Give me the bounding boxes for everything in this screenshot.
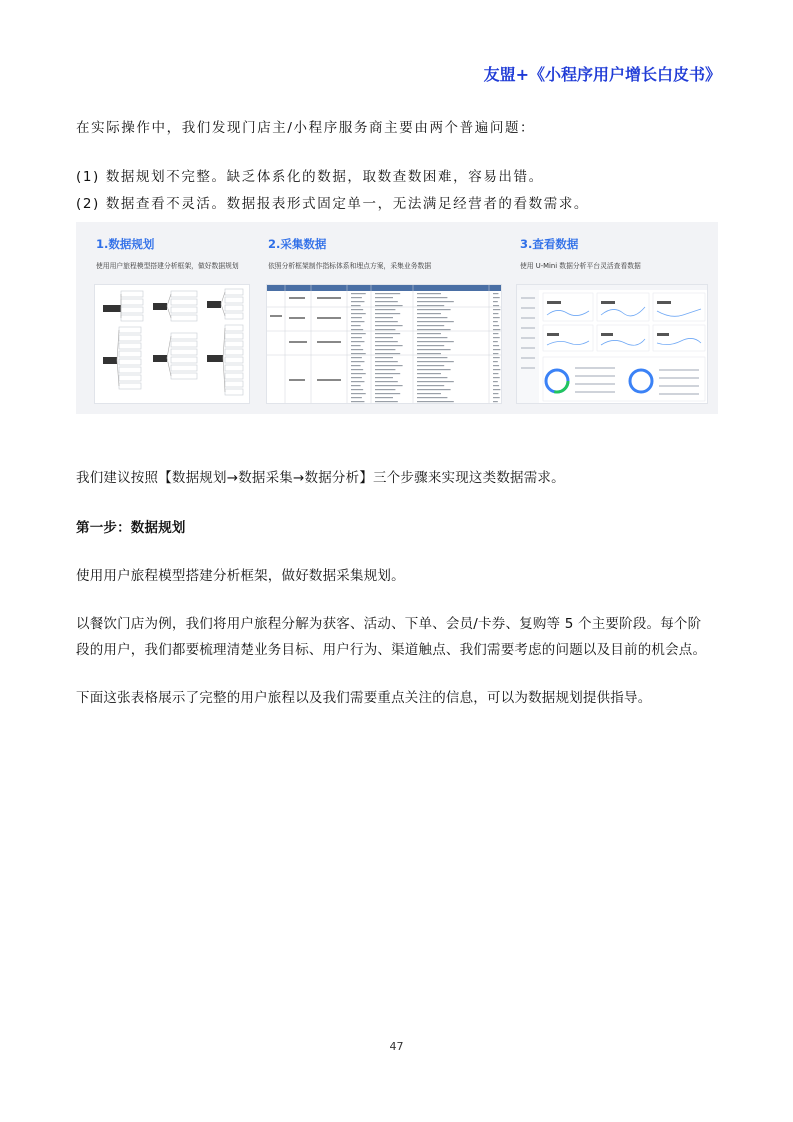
table-row-line <box>493 341 498 342</box>
table-row-line <box>493 321 498 322</box>
table-row-line <box>493 373 498 374</box>
table-row-line <box>417 333 441 334</box>
table-row-line <box>351 353 366 354</box>
table-row-line <box>493 309 500 310</box>
dashboard-thumbnail <box>516 284 708 404</box>
table-row-line <box>417 389 451 390</box>
table-row-line <box>493 301 498 302</box>
table-row-line <box>417 365 444 366</box>
table-row-line <box>375 385 403 386</box>
table-row-line <box>493 325 499 326</box>
mindmap-root-node <box>207 301 221 308</box>
table-row-line <box>417 301 454 302</box>
table-row-line <box>417 329 451 330</box>
table-row-line <box>493 337 500 338</box>
header-title: 友盟+《小程序用户增长白皮书》 <box>483 65 721 84</box>
table-row-line <box>493 349 500 350</box>
table-row-line <box>375 333 400 334</box>
step1-para3: 下面这张表格展示了完整的用户旅程以及我们需要重点关注的信息，可以为数据规划提供指导。 <box>76 690 652 706</box>
table-row-line <box>375 365 403 366</box>
tracking-table-thumbnail <box>266 284 502 404</box>
table-row-line <box>351 365 361 366</box>
table-row-line <box>351 357 362 358</box>
tracking-table-drawing <box>267 285 502 404</box>
panel-analysis-subtitle: 使用 U-Mini 数据分析平台灵活查看数据 <box>520 262 641 270</box>
process-figure <box>76 222 718 414</box>
table-row-line <box>375 293 400 294</box>
table-row-line <box>375 349 395 350</box>
table-row-line <box>417 317 447 318</box>
table-row-line <box>417 361 454 362</box>
table-row-line <box>375 373 400 374</box>
dashboard-drawing <box>517 285 708 404</box>
panel-planning-title: 1.数据规划 <box>96 237 155 251</box>
table-row-line <box>493 365 499 366</box>
table-row-line <box>417 337 447 338</box>
table-row-line <box>351 341 364 342</box>
table-row-line <box>417 369 451 370</box>
suggestion-text: 我们建议按照【数据规划→数据采集→数据分析】三个步骤来实现这类数据需求。 <box>76 470 565 486</box>
table-row-line <box>351 317 362 318</box>
table-row-line <box>375 389 395 390</box>
table-row-line <box>375 357 393 358</box>
table-row-line <box>417 385 444 386</box>
table-row-line <box>375 393 400 394</box>
table-row-line <box>351 397 362 398</box>
table-row-line <box>493 329 500 330</box>
panel-analysis-title: 3.查看数据 <box>520 237 579 251</box>
table-row-line <box>417 377 447 378</box>
table-row-line <box>351 305 361 306</box>
page-number: 47 <box>389 1040 404 1053</box>
problem-2: (2) 数据查看不灵活。数据报表形式固定单一，无法满足经营者的看数需求。 <box>76 196 590 212</box>
panel-collection-header <box>268 236 431 270</box>
table-row-line <box>375 377 393 378</box>
table-row-line <box>351 393 366 394</box>
table-row-line <box>493 297 500 298</box>
mindmap-root-node <box>153 355 167 362</box>
table-row-line <box>493 401 498 402</box>
table-row-line <box>351 401 364 402</box>
table-row-line <box>417 305 444 306</box>
table-row-line <box>375 381 398 382</box>
mindmap-root-node <box>103 357 117 364</box>
step1-para1: 使用用户旅程模型搭建分析框架，做好数据采集规划。 <box>76 568 405 584</box>
table-row-line <box>351 325 361 326</box>
table-row-line <box>351 373 366 374</box>
table-row-line <box>375 361 398 362</box>
table-row-line <box>351 349 363 350</box>
table-row-line <box>375 305 403 306</box>
table-row-line <box>351 297 362 298</box>
table-row-line <box>351 329 363 330</box>
table-row-line <box>493 353 498 354</box>
table-row-line <box>351 337 362 338</box>
table-row-line <box>493 361 498 362</box>
table-row-line <box>493 377 500 378</box>
table-row-line <box>417 397 447 398</box>
table-row-line <box>417 401 454 402</box>
table-row-line <box>417 325 444 326</box>
table-row-line <box>351 389 363 390</box>
table-row-line <box>375 353 400 354</box>
step1-para2-line2: 段的用户，我们都要梳理清楚业务目标、用户行为、渠道触点、我们需要考虑的问题以及目前的机会点。 <box>76 642 707 658</box>
table-row-line <box>351 369 363 370</box>
table-row-line <box>493 389 500 390</box>
table-row-line <box>417 349 451 350</box>
table-row-line <box>351 385 361 386</box>
table-row-line <box>351 377 362 378</box>
table-row-line <box>493 313 498 314</box>
table-row-line <box>493 305 499 306</box>
table-row-line <box>351 333 366 334</box>
table-row-line <box>493 345 499 346</box>
mindmap-thumbnail <box>94 284 250 404</box>
table-row-line <box>493 397 500 398</box>
intro-text: 在实际操作中，我们发现门店主/小程序服务商主要由两个普遍问题： <box>76 120 536 136</box>
table-row-line <box>351 381 364 382</box>
panel-planning-header <box>96 236 239 270</box>
panel-analysis-header <box>520 236 641 270</box>
step1-para2-line1: 以餐饮门店为例，我们将用户旅程分解为获客、活动、下单、会员/卡券、复购等 5 个主要阶段。每个阶 <box>76 616 702 632</box>
table-row-line <box>417 381 454 382</box>
table-row-line <box>417 297 447 298</box>
table-row-line <box>493 369 500 370</box>
mindmap-root-node <box>103 305 121 312</box>
table-row-line <box>375 401 398 402</box>
table-row-line <box>351 301 364 302</box>
table-row-line <box>417 309 451 310</box>
mindmap-root-node <box>207 355 223 362</box>
table-row-line <box>375 321 398 322</box>
table-row-line <box>351 345 361 346</box>
table-row-line <box>417 345 444 346</box>
table-row-line <box>351 309 363 310</box>
table-row-line <box>417 293 441 294</box>
table-row-line <box>375 297 393 298</box>
panel-collection-subtitle: 依照分析框架制作指标体系和埋点方案，采集业务数据 <box>268 262 432 270</box>
table-row-line <box>493 293 498 294</box>
mindmap-drawing <box>95 285 250 404</box>
table-row-line <box>375 309 395 310</box>
table-row-line <box>493 393 498 394</box>
problem-1: (1) 数据规划不完整。缺乏体系化的数据，取数查数困难，容易出错。 <box>76 169 544 185</box>
table-row-line <box>351 293 366 294</box>
table-row-line <box>375 313 400 314</box>
table-row-line <box>493 385 499 386</box>
table-row-line <box>375 341 398 342</box>
table-row-line <box>375 397 393 398</box>
panel-planning-subtitle: 使用用户旅程模型搭建分析框架，做好数据规划 <box>96 262 239 270</box>
table-row-line <box>375 345 403 346</box>
table-row-line <box>493 357 500 358</box>
table-row-line <box>351 321 364 322</box>
table-row-line <box>351 361 364 362</box>
table-row-line <box>417 393 441 394</box>
table-row-line <box>493 381 498 382</box>
table-row-line <box>493 333 498 334</box>
table-row-line <box>375 325 403 326</box>
step1-heading: 第一步：数据规划 <box>76 520 186 536</box>
table-row-line <box>375 369 395 370</box>
table-row-line <box>375 337 393 338</box>
table-row-line <box>493 317 500 318</box>
table-row-line <box>375 301 398 302</box>
panel-collection-title: 2.采集数据 <box>268 237 327 251</box>
mindmap-root-node <box>153 303 167 310</box>
table-row-line <box>417 373 441 374</box>
table-row-line <box>351 313 366 314</box>
table-row-line <box>375 317 393 318</box>
table-row-line <box>417 357 447 358</box>
table-row-line <box>375 329 395 330</box>
table-row-line <box>417 313 441 314</box>
table-row-line <box>417 321 454 322</box>
table-row-line <box>417 353 441 354</box>
table-row-line <box>417 341 454 342</box>
